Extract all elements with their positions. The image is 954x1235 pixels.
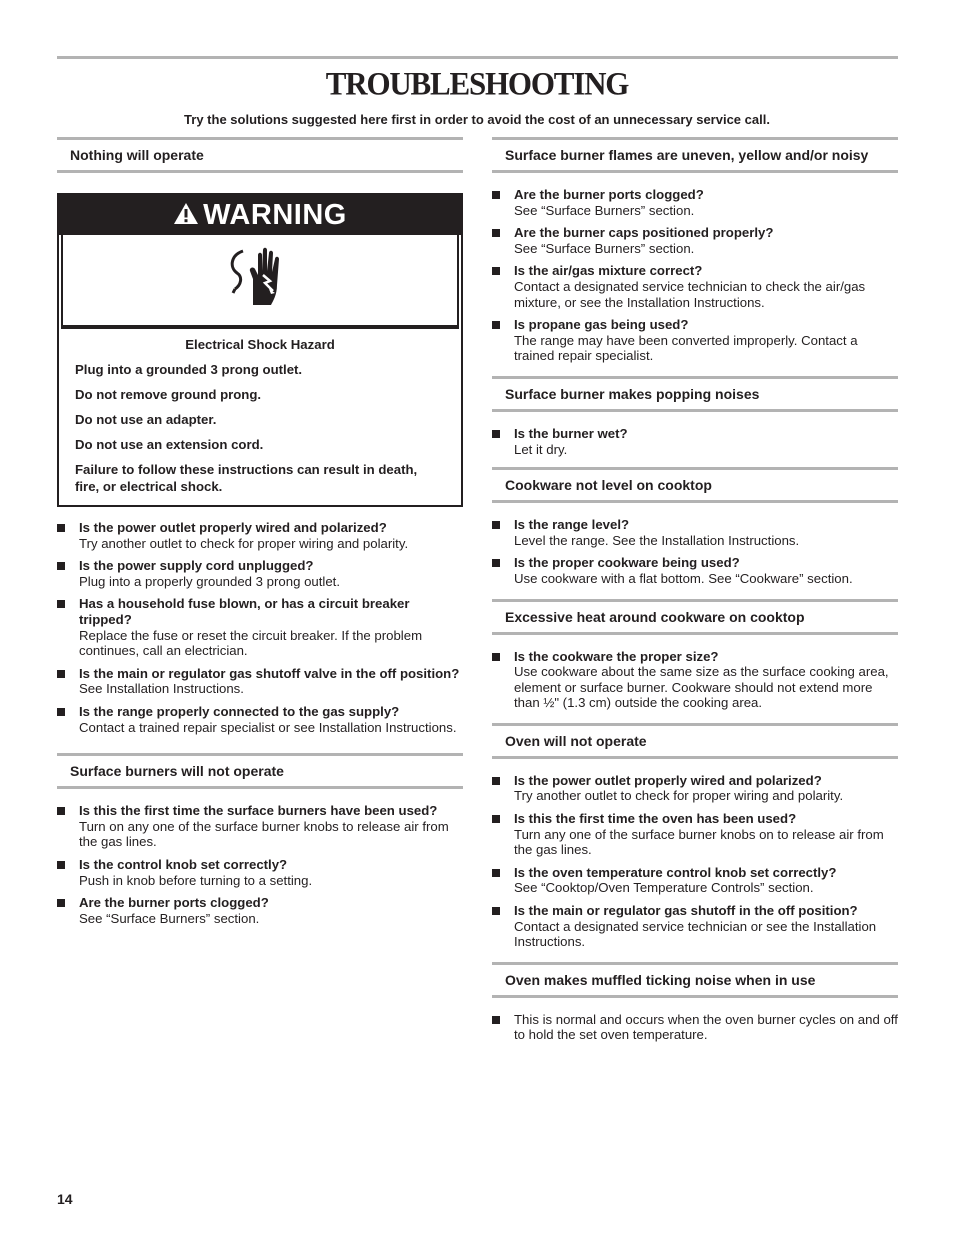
section-heading-surface-burners-will-not-operate: Surface burners will not operate	[57, 753, 463, 789]
square-bullet-icon	[57, 670, 65, 678]
page-number: 14	[57, 1191, 73, 1207]
item-list	[492, 426, 898, 457]
answer: See “Surface Burners” section.	[514, 202, 695, 218]
list-item	[492, 225, 898, 256]
question: Is the main or regulator gas shutoff valve in the off position?	[79, 665, 460, 681]
answer: Level the range. See the Installation Instructions.	[514, 532, 800, 548]
item-list	[492, 649, 898, 711]
hazard-title: Electrical Shock Hazard	[185, 337, 335, 352]
warning-triangle-icon	[173, 201, 199, 230]
list-item	[492, 517, 898, 548]
question: Is propane gas being used?	[514, 317, 689, 333]
electrical-shock-hand-icon	[223, 245, 297, 316]
answer: Contact a trained repair specialist or see Installation Instructions.	[79, 719, 457, 735]
question: Has a household fuse blown, or has a circuit breaker tripped?	[79, 596, 410, 627]
section-heading-cookware-not-level: Cookware not level on cooktop	[492, 467, 898, 503]
list-item	[492, 903, 898, 950]
square-bullet-icon	[492, 1016, 500, 1024]
answer: See “Surface Burners” section.	[514, 240, 695, 256]
item-list	[492, 517, 898, 586]
intro-text: Try the solutions suggested here first in order to avoid the cost of an unnecessary service call.	[184, 112, 770, 127]
question: Is the main or regulator gas shutoff in the off position?	[514, 903, 858, 919]
list-item	[57, 704, 463, 735]
square-bullet-icon	[57, 600, 65, 608]
item-list	[492, 187, 898, 364]
answer: Turn any one of the surface burner knobs on to release air from the gas lines.	[514, 826, 884, 858]
answer: Plug into a properly grounded 3 prong outlet.	[79, 573, 341, 589]
square-bullet-icon	[57, 524, 65, 532]
list-item	[492, 426, 898, 457]
square-bullet-icon	[492, 430, 500, 438]
section-heading-muffled-ticking: Oven makes muffled ticking noise when in use	[492, 962, 898, 998]
question: Is the cookware the proper size?	[514, 648, 719, 664]
question: Is the range properly connected to the gas supply?	[79, 703, 400, 719]
warning-box	[57, 193, 463, 507]
list-item	[492, 649, 898, 711]
answer: See “Surface Burners” section.	[79, 910, 260, 926]
question: Is the power supply cord unplugged?	[79, 558, 314, 574]
left-column	[57, 137, 463, 933]
list-item	[492, 865, 898, 896]
section-heading-oven-will-not-operate: Oven will not operate	[492, 723, 898, 759]
warning-line: Failure to follow these instructions can result in death, fire, or electrical shock.	[75, 462, 418, 494]
square-bullet-icon	[492, 521, 500, 529]
answer: See “Cooktop/Oven Temperature Controls” section.	[514, 880, 814, 896]
square-bullet-icon	[57, 807, 65, 815]
answer: Use cookware with a flat bottom. See “Cookware” section.	[514, 570, 853, 586]
list-item	[57, 857, 463, 888]
right-column	[492, 137, 898, 1050]
list-item	[492, 1012, 898, 1043]
question: Is the air/gas mixture correct?	[514, 263, 703, 279]
item-list	[57, 803, 463, 926]
warning-line: Do not use an adapter.	[75, 412, 217, 427]
section-heading-nothing-will-operate: Nothing will operate	[57, 137, 463, 173]
list-item	[492, 317, 898, 364]
question: Is the oven temperature control knob set correctly?	[514, 864, 837, 880]
list-item	[492, 773, 898, 804]
list-item	[492, 555, 898, 586]
page-title: TROUBLESHOOTING	[325, 65, 629, 102]
question: Are the burner ports clogged?	[514, 187, 704, 202]
warning-symbol-area	[61, 235, 459, 327]
list-item	[57, 520, 463, 551]
list-item	[57, 596, 463, 658]
answer: Push in knob before turning to a setting.	[79, 872, 313, 888]
list-item	[57, 895, 463, 926]
warning-banner	[59, 195, 461, 235]
list-item	[492, 811, 898, 858]
item-list	[492, 773, 898, 950]
question: Are the burner ports clogged?	[79, 895, 269, 911]
square-bullet-icon	[492, 321, 500, 329]
item-list	[492, 1012, 898, 1043]
square-bullet-icon	[57, 562, 65, 570]
answer: Turn on any one of the surface burner knobs to release air from the gas lines.	[79, 818, 449, 850]
section-heading-popping-noises: Surface burner makes popping noises	[492, 376, 898, 412]
question: Is the power outlet properly wired and polarized?	[79, 520, 387, 535]
square-bullet-icon	[57, 899, 65, 907]
answer: The range may have been converted improperly. Contact a trained repair specialist.	[514, 332, 858, 364]
list-item	[57, 558, 463, 589]
answer: Try another outlet to check for proper wiring and polarity.	[514, 788, 844, 804]
warning-line: Do not remove ground prong.	[75, 387, 262, 402]
list-item	[57, 666, 463, 697]
question: Is the proper cookware being used?	[514, 555, 740, 571]
square-bullet-icon	[492, 267, 500, 275]
question: Is the power outlet properly wired and polarized?	[514, 772, 822, 788]
list-item	[492, 187, 898, 218]
warning-text	[61, 327, 459, 505]
square-bullet-icon	[492, 869, 500, 877]
square-bullet-icon	[57, 708, 65, 716]
square-bullet-icon	[492, 907, 500, 915]
square-bullet-icon	[492, 815, 500, 823]
answer: See Installation Instructions.	[79, 681, 244, 697]
list-item	[57, 803, 463, 850]
warning-line: Plug into a grounded 3 prong outlet.	[75, 362, 303, 377]
square-bullet-icon	[492, 229, 500, 237]
warning-line: Do not use an extension cord.	[75, 437, 264, 452]
answer: Replace the fuse or reset the circuit breaker. If the problem continues, call an electrician.	[79, 627, 423, 659]
question: Is this the first time the surface burners have been used?	[79, 803, 438, 819]
question: Is the burner wet?	[514, 425, 628, 441]
question: Is the control knob set correctly?	[79, 856, 288, 872]
square-bullet-icon	[492, 559, 500, 567]
answer: Contact a designated service technician to check the air/gas mixture, or see the Installation Instructions.	[514, 278, 866, 310]
question: Is this the first time the oven has been used?	[514, 811, 797, 827]
section-heading-excessive-heat: Excessive heat around cookware on cooktop	[492, 599, 898, 635]
item-list	[57, 520, 463, 735]
question: Is the range level?	[514, 517, 630, 533]
question: Are the burner caps positioned properly?	[514, 225, 774, 241]
section-heading-surface-burner-flames: Surface burner flames are uneven, yellow and/or noisy	[492, 137, 898, 173]
square-bullet-icon	[492, 777, 500, 785]
warning-label: WARNING	[203, 198, 347, 231]
square-bullet-icon	[492, 653, 500, 661]
answer: Use cookware about the same size as the surface cooking area, element or surface burner. Cookware should not extend more than ½" (1.3 cm) outside the cooking area.	[514, 664, 889, 711]
square-bullet-icon	[57, 861, 65, 869]
answer: Let it dry.	[514, 441, 568, 457]
list-item	[492, 263, 898, 310]
answer: This is normal and occurs when the oven burner cycles on and off to hold the set oven temperature.	[514, 1011, 898, 1043]
top-rule	[57, 56, 898, 59]
answer: Contact a designated service technician or see the Installation Instructions.	[514, 918, 877, 950]
square-bullet-icon	[492, 191, 500, 199]
answer: Try another outlet to check for proper wiring and polarity.	[79, 535, 409, 551]
